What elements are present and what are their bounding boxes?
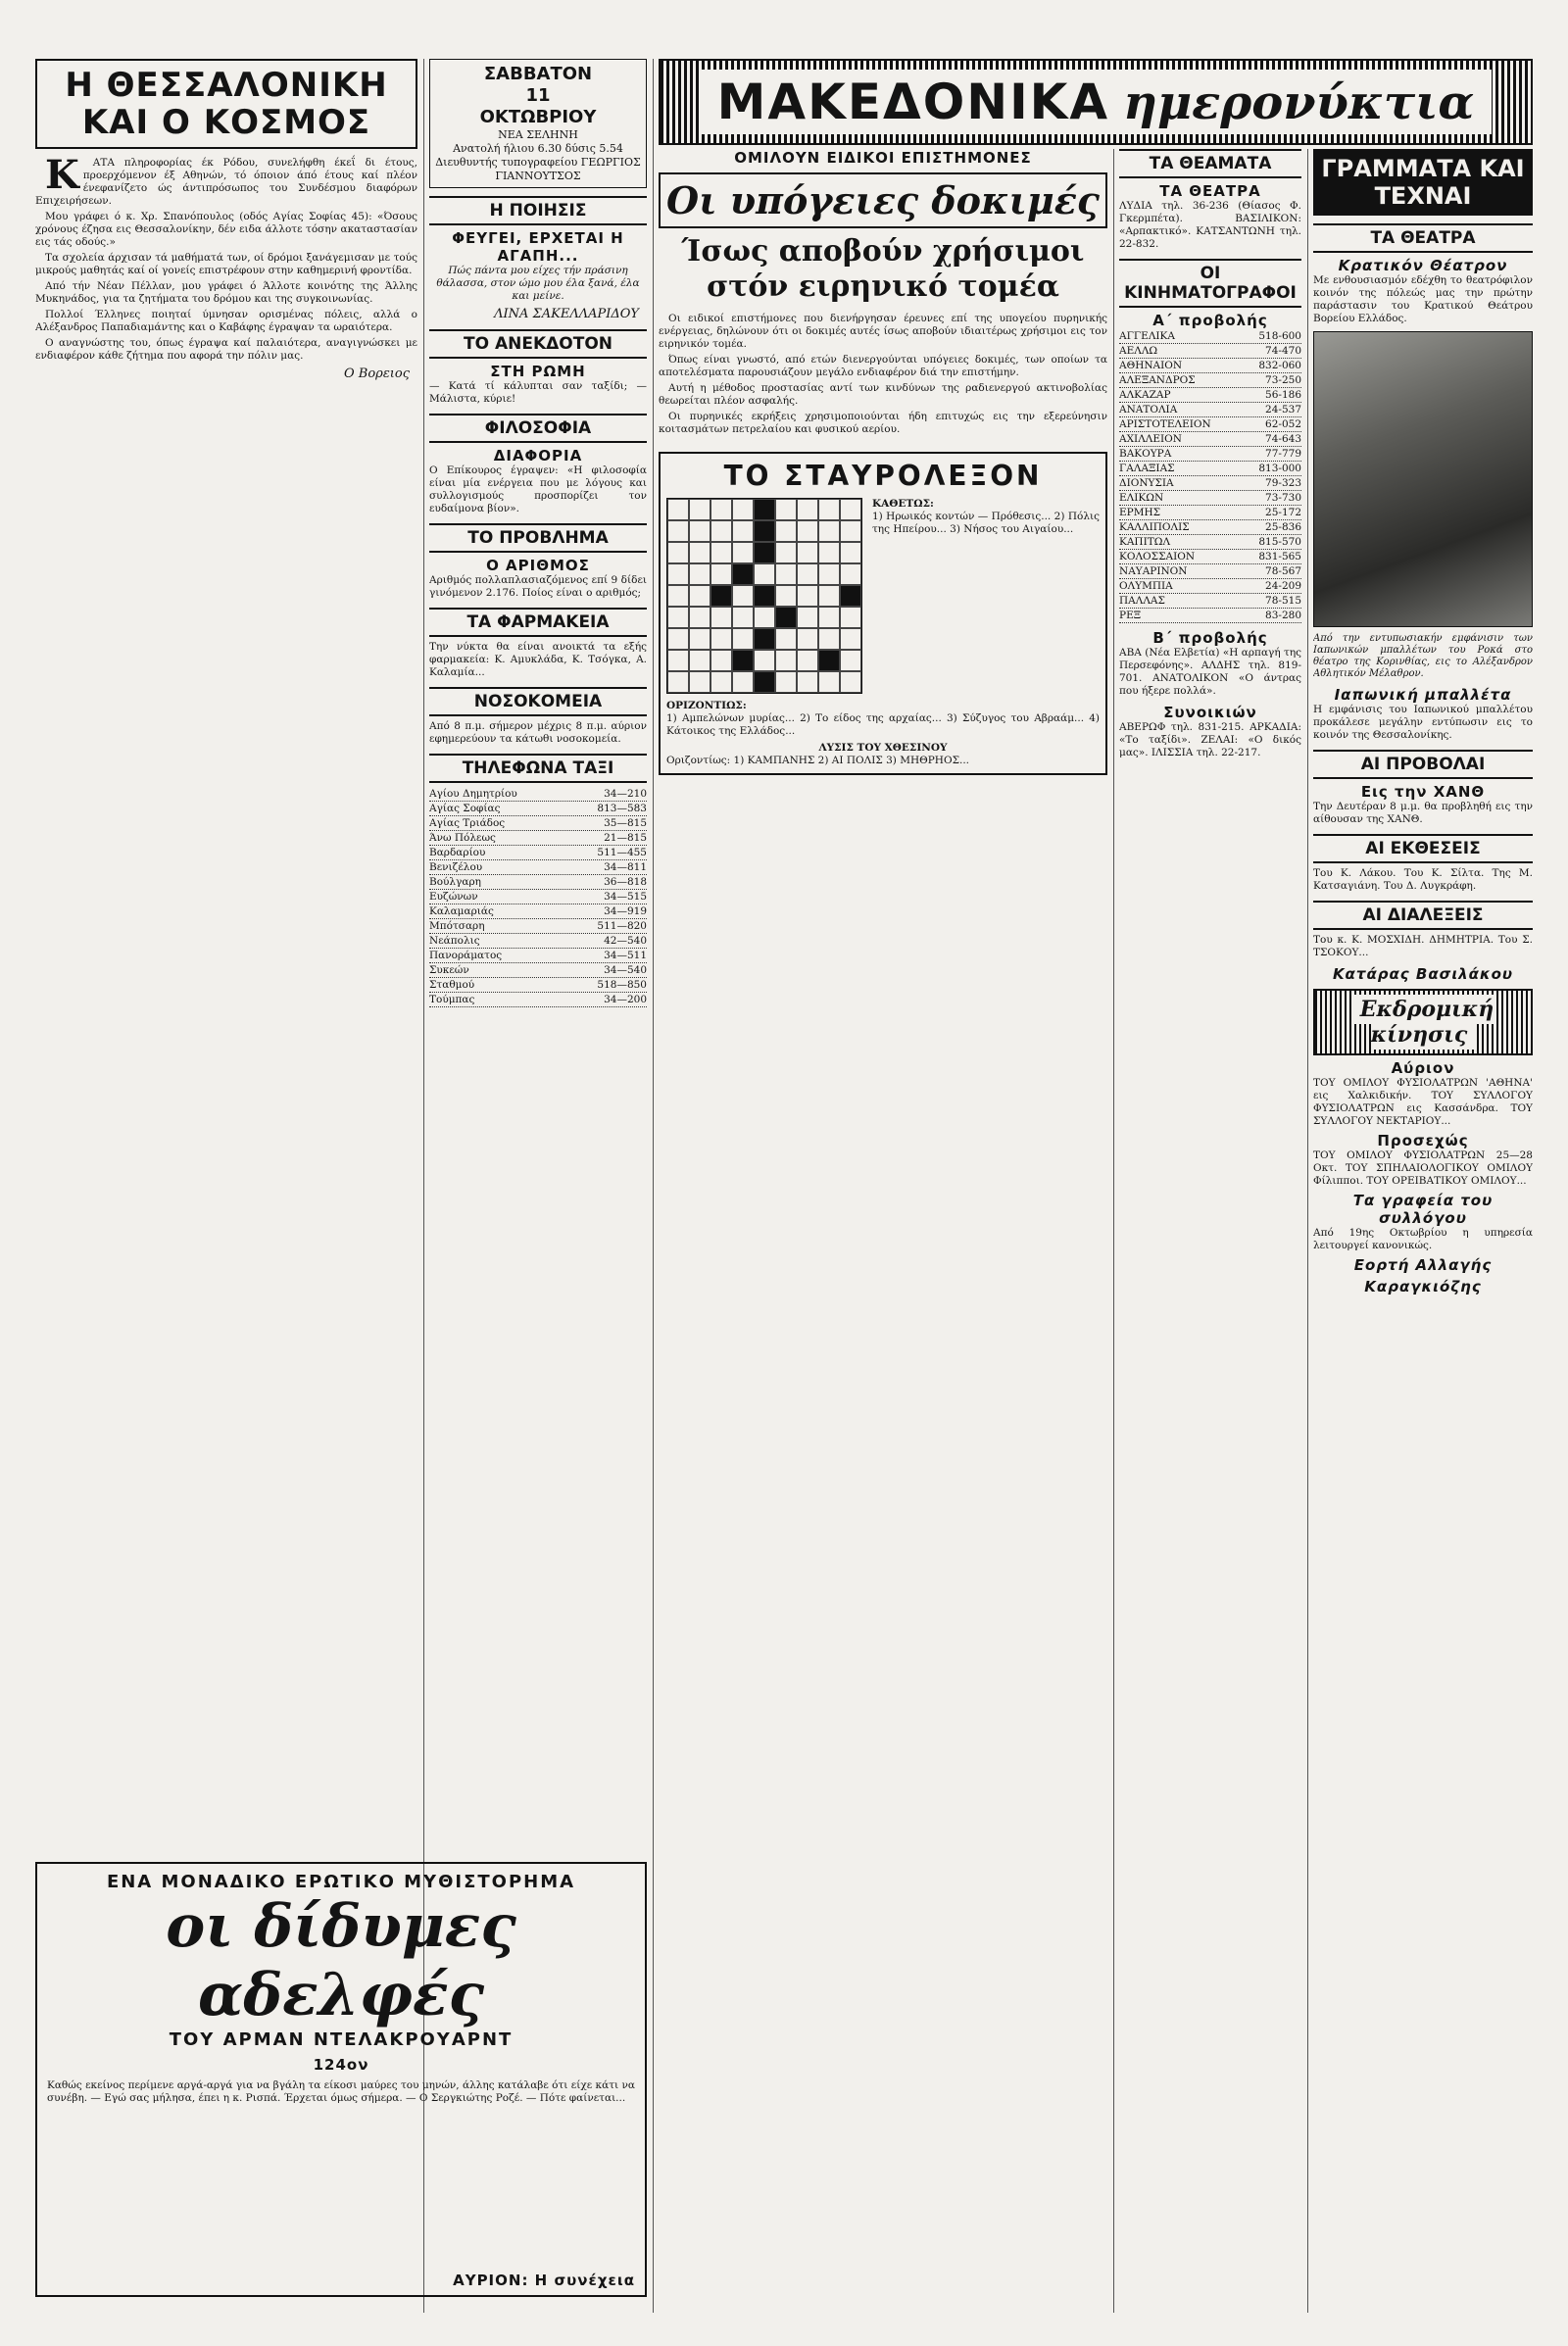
crossword-cell [818,542,840,563]
paragraph: Τα σχολεία άρχισαν τά μαθήματά των, οί δρόμοι ξανάγεμισαν με τούς μικρούς μαθητάς καί οί γονείς επιστρέφουν στην καθημερινή φροντίδα. [35,252,417,276]
cinema-phone: 25-836 [1265,521,1301,533]
crossword-cell [667,585,689,607]
crossword-cell [667,499,689,520]
taxi-area: Μπότσαρη [429,920,485,932]
cinema-row [1119,520,1301,535]
cinema-name: ΑΡΙΣΤΟΤΕΛΕΙΟΝ [1119,418,1211,430]
cinema-phone: 813-000 [1258,463,1301,474]
cinema-name: ΠΑΛΛΑΣ [1119,595,1165,607]
crossword-black-cell [754,542,775,563]
crossword-cell [840,542,861,563]
crossword-cell [710,607,732,628]
crossword-black-cell [754,520,775,542]
paragraph: ΑΤΑ πληροφορίας έκ Ρόδου, συνελήφθη έκεΐ δι έτους, προερχόμενον έξ Αθηνών, τό όποιον άπό έτους καί πλέον ένεφανίζετο ώς άντιπρόσωπος του Συνδέσμου διαφόρων Επιχειρήσεων. [35,157,417,207]
crossword-cell [689,671,710,693]
cinema-name: ΓΑΛΑΞΙΑΣ [1119,463,1175,474]
crossword-cell [689,563,710,585]
ballet-photo [1313,331,1533,627]
cinema-name: ΡΕΞ [1119,610,1142,621]
excursions-header [1313,989,1533,1055]
cinema-row [1119,447,1301,462]
theatre-sub: Κρατικόν Θέατρον [1338,257,1508,274]
column-rule [653,59,654,2313]
theatres-text: ΛΥΔΙΑ τηλ. 36-236 (Θίασος Φ. Γκερμπέτα). ΒΑΣΙΛΙΚΟΝ: «Αρπακτικό». ΚΑΤΣΑΝΤΩΝΗ τηλ. 22-832. [1119,200,1301,250]
cinema-row [1119,373,1301,388]
arts-column [1313,149,1533,2313]
crossword-black-cell [754,585,775,607]
crossword-cell [818,628,840,650]
taxi-phone: 34—515 [604,891,647,903]
cinemas-header: ΟΙ ΚΙΝΗΜΑΤΟΓΡΑΦΟΙ [1119,259,1301,308]
crossword-black-cell [754,671,775,693]
cinema-row [1119,594,1301,609]
cinema-list [1119,329,1301,623]
cinema-row [1119,432,1301,447]
cinema-row [1119,476,1301,491]
japan-text: Η εμφάνισις του Ιαπωνικού μπαλλέτου προκάλεσε μεγάλην εντύπωσιν εις το κοινόν της Θεσσαλονίκης. [1313,704,1533,741]
crossword-black-cell [754,499,775,520]
paragraph: Όπως είναι γνωστό, από ετών διενεργούνται υπόγειες δοκιμές, των οποίων τα αποτελέσματα παρουσιάζουν μεγάλο ενδιαφέρον διά την επιστήμην. [659,354,1107,378]
down-clues: 1) Ηρωικός κοντών — Πρόθεσις... 2) Πόλις της Ηπείρου... 3) Νήσος του Αιγαίου... [872,511,1100,535]
excursions-title: Εκδρομική κίνησις [1352,995,1494,1050]
taxi-area: Αγίας Τριάδος [429,817,506,829]
crossword-cell [710,542,732,563]
taxi-phone: 21—815 [604,832,647,844]
taxi-row [429,904,647,919]
crossword-cell [775,585,797,607]
crossword-cell [840,671,861,693]
taxi-list [429,787,647,1007]
crossword-cell [797,542,818,563]
crossword-cell [667,671,689,693]
crossword-cell [710,671,732,693]
taxi-row [429,949,647,963]
cinema-name: ΟΛΥΜΠΙΑ [1119,580,1173,592]
taxi-area: Νεάπολις [429,935,480,947]
column-rule [1113,149,1114,2313]
cinema-row [1119,491,1301,506]
crossword-black-cell [732,650,754,671]
crossword-cell [797,650,818,671]
taxi-phone: 42—540 [604,935,647,947]
cinema-name: ΚΑΛΛΙΠΟΛΙΣ [1119,521,1190,533]
problem-sub: Ο ΑΡΙΘΜΟΣ [486,557,590,574]
taxi-area: Πανοράματος [429,950,503,961]
cinema-row [1119,403,1301,417]
crossword-title: ΤΟ ΣΤΑΥΡΟΛΕΞΟΝ [723,460,1043,492]
cinema-name: ΑΓΓΕΛΙΚΑ [1119,330,1175,342]
taxi-area: Άνω Πόλεως [429,832,496,844]
crossword-cell [775,628,797,650]
taxi-phone: 36—818 [604,876,647,888]
down-label: ΚΑΘΕΤΩΣ: [872,498,934,510]
offices-text: Από 19ης Οκτωβρίου η υπηρεσία λειτουργεί κανονικώς. [1313,1227,1533,1251]
science-subtitle: Ίσως αποβούν χρήσιμοι στόν ειρηνικό τομέα [681,234,1085,304]
paragraph: Οι πυρηνικές εκρήξεις χρησιμοποιούνται ήδη επιτυχώς εις την εξερεύνησιν κοιτασμάτων πετρελαίου και φυσικού αερίου. [659,411,1107,435]
cinema-name: ΚΑΠΙΤΩΛ [1119,536,1171,548]
drop-cap: Κ [45,152,79,198]
continuation-note: ΑΥΡΙΟΝ: Η συνέχεια [453,2272,635,2289]
theatres-sub: ΤΑ ΘΕΑΤΡΑ [1159,182,1261,200]
cinema-phone: 73-250 [1265,374,1301,386]
second-run-text: ΑΒΑ (Νέα Ελβετία) «Η αρπαγή της Περσεφόνης». ΑΛΔΗΣ τηλ. 819-701. ΑΝΑΤΟΛΙΚΟΝ «Ο άντρας που ήξερε πολλά». [1119,647,1301,697]
taxi-row [429,846,647,860]
cinema-name: ΑΝΑΤΟΛΙΑ [1119,404,1178,415]
cinema-name: ΚΟΛΟΣΣΑΙΟΝ [1119,551,1196,562]
crossword-cell [732,628,754,650]
cinema-row [1119,579,1301,594]
taxi-phone: 518—850 [597,979,647,991]
taxi-header: ΤΗΛΕΦΩΝΑ ΤΑΞΙ [429,754,647,783]
section-title: Η ΘΕΣΣΑΛΟΝΙΚΗ ΚΑΙ Ο ΚΟΣΜΟΣ [65,66,388,142]
science-body [659,313,1107,436]
taxi-phone: 511—820 [597,920,647,932]
poetry-header: Η ΠΟΙΗΣΙΣ [429,196,647,225]
poem-text: Πώς πάντα μου είχες τήν πράσινη θάλασσα, στον ώμο μου έλα ξανά, έλα και μείνε. [436,265,640,302]
crossword-cell [797,520,818,542]
cinema-phone: 73-730 [1265,492,1301,504]
taxi-row [429,993,647,1007]
lectures-text: Του κ. Κ. ΜΟΣΧΙΔΗ. ΔΗΜΗΤΡΙΑ. Του Σ. ΤΣΟΚΟΥ... [1313,934,1533,958]
crossword-cell [689,650,710,671]
column-rule [1307,149,1308,2313]
solution-title: ΛΥΣΙΣ ΤΟΥ ΧΘΕΣΙΝΟΥ [818,742,948,754]
taxi-row [429,963,647,978]
taxi-area: Συκεών [429,964,469,976]
arts-header: ΓΡΑΜΜΑΤΑ ΚΑΙ ΤΕΧΝΑΙ [1313,149,1533,216]
sun-times: Ανατολή ήλιου 6.30 δύσις 5.54 [453,142,623,155]
pharmacy-header: ΤΑ ΦΑΡΜΑΚΕΙΑ [429,608,647,637]
cinema-phone: 78-515 [1265,595,1301,607]
crossword-cell [797,499,818,520]
cinema-name: ΝΑΥΑΡΙΝΟΝ [1119,565,1188,577]
poem-author: ΛΙΝΑ ΣΑΚΕΛΛΑΡΙΔΟΥ [494,307,639,321]
problem-header: ΤΟ ΠΡΟΒΛΗΜΑ [429,523,647,553]
crossword-cell [732,499,754,520]
science-title: Οι υπόγειες δοκιμές [659,172,1107,228]
crossword-cell [667,607,689,628]
cinema-phone: 831-565 [1258,551,1301,562]
cinema-name: ΔΙΟΝΥΣΙΑ [1119,477,1174,489]
cinema-name: ΑΘΗΝΑΙΟΝ [1119,360,1183,371]
philosophy-text: Ο Επίκουρος έγραψεν: «Η φιλοσοφία είναι μία ενέργεια που με λόγους και συλλογισμούς προσπορίζει τον ευδαίμονα βίον». [429,464,647,514]
crossword-cell [797,585,818,607]
taxi-row [429,860,647,875]
crossword-cell [818,520,840,542]
taxi-area: Βούλγαρη [429,876,481,888]
cinema-phone: 518-600 [1258,330,1301,342]
arts-theatres-header: ΤΑ ΘΕΑΤΡΑ [1313,223,1533,253]
solution-text: Οριζοντίως: 1) ΚΑΜΠΑΝΗΣ 2) ΑΙ ΠΟΛΙΣ 3) ΜΗΘΡΗΟΣ... [666,755,970,766]
crossword-cell [775,499,797,520]
paragraph: Αυτή η μέθοδος προστασίας αντί των κινδύνων της ραδιενεργού ακτινοβολίας θεωρείται πλέον ασφαλής. [659,382,1107,407]
taxi-phone: 34—919 [604,905,647,917]
karagiozis-sub: Καραγκιόζης [1364,1278,1482,1295]
across-label: ΟΡΙΖΟΝΤΙΩΣ: [666,700,747,711]
moon-phase: ΝΕΑ ΣΕΛΗΝΗ [498,128,578,141]
crossword-cell [775,542,797,563]
anecdote-text: — Κατά τί κάλυπται σαν ταξίδι; — Μάλιστα, κύριε! [429,380,647,405]
photo-caption: Από την εντυπωσιακήν εμφάνισιν των Ιαπωνικών μπαλλέτων του Ροκά στο θέατρο της Κορινθίας, εις το Αλέξανδρον Αθλητικόν Μέλαθρον. [1313,633,1533,679]
crossword-cell [775,563,797,585]
screenings-text: Την Δευτέραν 8 μ.μ. θα προβληθή εις την αίθουσαν της ΧΑΝΘ. [1313,801,1533,825]
paragraph: Πολλοί Έλληνες ποιηταί ύμνησαν ορισμένας πόλεις, αλλά ο Αλέξανδρος Παπαδιαμάντης και ο Καβάφης έγραψαν τα ωραιότερα. [35,309,417,333]
cinema-phone: 832-060 [1258,360,1301,371]
hospitals-text: Από 8 π.μ. σήμερον μέχρις 8 π.μ. αύριον εφημερεύουν τα κάτωθι νοσοκομεία. [429,720,647,745]
crossword-cell [818,499,840,520]
cinema-row [1119,388,1301,403]
cinema-row [1119,329,1301,344]
crossword-grid [666,498,862,694]
cinema-row [1119,344,1301,359]
cinema-row [1119,609,1301,623]
taxi-area: Σταθμού [429,979,475,991]
crossword-cell [689,520,710,542]
crossword-cell [754,650,775,671]
taxi-row [429,802,647,816]
shows-column [1119,149,1301,2313]
masthead-right: ημερονύκτια [1123,75,1475,130]
excursions-sub: Αύριον [1391,1059,1455,1077]
crossword-cell [667,650,689,671]
taxi-phone: 35—815 [604,817,647,829]
crossword-cell [732,520,754,542]
crossword-cell [775,520,797,542]
taxi-area: Βαρδαρίου [429,847,486,858]
crossword-cell [732,585,754,607]
crossword-cell [840,563,861,585]
cinema-name: ΑΛΚΑΖΑΡ [1119,389,1171,401]
novel-text: Καθώς εκείνος περίμενε αργά-αργά για να βγάλη τα είκοσι μαύρες του μηνών, άλλης κατάλαβε ότι είχε κάτι να συνέβη. — Εγώ σας μήλησα, έπει η κ. Ρισπά. Έρχεται όμως σήμερα. — Ο Σεργκιώτης Ροζέ. — Πότε φαίνεται... [47,2079,635,2104]
screenings-sub: Εις την ΧΑΝΘ [1360,783,1486,801]
cinema-name: ΒΑΚΟΥΡΑ [1119,448,1172,460]
first-run-sub: Α΄ προβολής [1152,312,1268,329]
crossword-cell [689,542,710,563]
date-month: ΟΚΤΩΒΡΙΟΥ [479,107,597,127]
crossword-cell [840,607,861,628]
taxi-phone: 34—210 [604,788,647,800]
taxi-row [429,787,647,802]
cinema-name: ΕΡΜΗΣ [1119,507,1161,518]
cinema-row [1119,564,1301,579]
cinema-phone: 78-567 [1265,565,1301,577]
crossword [659,452,1107,775]
suburbs-text: ΑΒΕΡΩΦ τηλ. 831-215. ΑΡΚΑΔΙΑ: «Το ταξίδι». ΖΕΛΑΙ: «Ο δικός μας». ΙΛΙΣΣΙΑ τηλ. 22-217. [1119,721,1301,758]
crossword-black-cell [754,628,775,650]
cinema-row [1119,506,1301,520]
crossword-cell [667,563,689,585]
cinema-name: ΑΛΕΞΑΝΔΡΟΣ [1119,374,1196,386]
anecdote-sub: ΣΤΗ ΡΩΜΗ [490,363,586,380]
date-number: 11 [525,85,551,106]
crossword-cell [710,650,732,671]
crossword-black-cell [775,607,797,628]
crossword-cell [840,650,861,671]
taxi-row [429,875,647,890]
cinema-name: ΑΕΛΛΩ [1119,345,1158,357]
across-clues: 1) Αμπελώνων μυρίας... 2) Το είδος της αρχαίας... 3) Σύζυγος του Αβραάμ... 4) Κάτοικος της Ελλάδος... [666,712,1100,737]
taxi-row [429,978,647,993]
problem-text: Αριθμός πολλαπλασιαζόμενος επί 9 δίδει γινόμενον 2.176. Ποίος είναι ο αριθμός; [429,574,647,599]
ad-line1: ΕΝΑ ΜΟΝΑΔΙΚΟ ΕΡΩΤΙΚΟ ΜΥΘΙΣΤΟΡΗΜΑ [106,1872,576,1892]
date-box [429,59,647,188]
cinema-phone: 74-470 [1265,345,1301,357]
taxi-row [429,919,647,934]
taxi-row [429,934,647,949]
science-kicker: ΟΜΙΛΟΥΝ ΕΙΔΙΚΟΙ ΕΠΙΣΤΗΜΟΝΕΣ [734,149,1032,167]
cinema-phone: 815-570 [1258,536,1301,548]
crossword-cell [818,671,840,693]
theatre-text: Με ενθουσιασμόν εδέχθη το θεατρόφιλον κοινόν της πόλεώς μας την πρώτην παράστασιν του Κρατικού Θεάτρου Βορείου Ελλάδος. [1313,274,1533,324]
crossword-cell [710,520,732,542]
crossword-cell [797,671,818,693]
right-block [659,59,1533,2313]
crossword-black-cell [818,650,840,671]
crossword-black-cell [732,563,754,585]
science-column [659,149,1107,2313]
japan-sub: Ιαπωνική μπαλλέτα [1334,686,1512,704]
cinema-name: ΕΛΙΚΩΝ [1119,492,1164,504]
cinema-phone: 56-186 [1265,389,1301,401]
philosophy-sub: ΔΙΑΦΟΡΙΑ [493,447,583,464]
second-run-sub: Β΄ προβολής [1152,629,1268,647]
lectures-header: ΑΙ ΔΙΑΛΕΞΕΙΣ [1313,901,1533,930]
novel-ad [35,1862,647,2297]
cinema-row [1119,550,1301,564]
crossword-cell [689,607,710,628]
philosophy-header: ΦΙΛΟΣΟΦΙΑ [429,414,647,443]
taxi-area: Αγίας Σοφίας [429,803,501,814]
taxi-area: Βενιζέλου [429,861,483,873]
crossword-cell [732,607,754,628]
taxi-phone: 34—811 [604,861,647,873]
offices-sub: Τα γραφεία του συλλόγου [1352,1192,1494,1227]
crossword-cell [797,628,818,650]
crossword-cell [667,520,689,542]
upcoming-text: ΤΟΥ ΟΜΙΛΟΥ ΦΥΣΙΟΛΑΤΡΩΝ 25—28 Οκτ. ΤΟΥ ΣΠΗΛΑΙΟΛΟΓΙΚΟΥ ΟΜΙΛΟΥ Φίλιπποι. ΤΟΥ ΟΡΕΙΒΑΤΙΚΟΥ ΟΜΙΛΟΥ... [1313,1149,1533,1187]
crossword-cell [754,607,775,628]
cinema-row [1119,417,1301,432]
crossword-black-cell [710,585,732,607]
taxi-phone: 34—511 [604,950,647,961]
taxi-row [429,890,647,904]
cinema-phone: 62-052 [1265,418,1301,430]
anecdote-header: ΤΟ ΑΝΕΚΔΟΤΟΝ [429,329,647,359]
signature: Ο Βορειος [344,367,410,381]
cinema-name: ΑΧΙΛΛΕΙΟΝ [1119,433,1182,445]
crossword-cell [818,585,840,607]
cinema-row [1119,535,1301,550]
taxi-area: Καλαμαριάς [429,905,494,917]
crossword-cell [710,499,732,520]
crossword-cell [710,563,732,585]
crossword-black-cell [840,585,861,607]
suburbs-sub: Συνοικιών [1163,704,1257,721]
date-day: ΣΑΒΒΑΤΟΝ [483,64,593,84]
crossword-cell [840,520,861,542]
taxi-phone: 813—583 [597,803,647,814]
crossword-cell [667,542,689,563]
celebration-sub: Εορτή Αλλαγής [1353,1256,1493,1274]
taxi-area: Τούμπας [429,994,475,1005]
crossword-cell [689,499,710,520]
shows-header: ΤΑ ΘΕΑΜΑΤΑ [1119,149,1301,178]
article-body [35,152,417,363]
crossword-cell [840,499,861,520]
taxi-row [429,831,647,846]
cinema-phone: 74-643 [1265,433,1301,445]
taxi-area: Αγίου Δημητρίου [429,788,517,800]
paragraph: Μου γράφει ό κ. Χρ. Σπανόπουλος (οδός Αγίας Σοφίας 45): «Όσους χρόνους έζησα εις Θεσσαλονίκην, δέν ειδα άλλοτε τόσην ακαταστασίαν εις τάς οδούς.» [35,211,417,248]
director: Διευθυντής τυπογραφείου ΓΕΩΡΓΙΟΣ ΓΙΑΝΝΟΥΤΣΟΣ [435,156,641,182]
exhibits-text: Του Κ. Λάκου. Του Κ. Σίλτα. Της Μ. Κατσαγιάνη. Του Δ. Λυγκράφη. [1313,867,1533,892]
crossword-cell [710,628,732,650]
taxi-row [429,816,647,831]
taxi-phone: 34—540 [604,964,647,976]
paragraph: Ο αναγνώστης του, όπως έγραψα καί παλαιότερα, αναγιγνώσκει με ενδιαφέρον κάθε ζήτημα που αφορά την πόλιν μας. [35,337,417,362]
masthead-left: ΜΑΚΕΔΟΝΙΚΑ [716,73,1110,130]
crossword-cell [754,563,775,585]
crossword-cell [840,628,861,650]
chapter-number: 124ον [313,2056,369,2074]
crossword-cell [818,563,840,585]
cinema-phone: 24-537 [1265,404,1301,415]
cinema-phone: 79-323 [1265,477,1301,489]
taxi-phone: 34—200 [604,994,647,1005]
masthead [659,59,1533,145]
cinema-row [1119,359,1301,373]
screenings-header: ΑΙ ΠΡΟΒΟΛΑΙ [1313,750,1533,779]
taxi-area: Ευζώνων [429,891,478,903]
cinema-phone: 25-172 [1265,507,1301,518]
taxi-phone: 511—455 [597,847,647,858]
crossword-cell [775,650,797,671]
crossword-cell [775,671,797,693]
crossword-cell [797,607,818,628]
hospitals-header: ΝΟΣΟΚΟΜΕΙΑ [429,687,647,716]
section-header-thessaloniki [35,59,417,149]
upcoming-sub: Προσεχώς [1377,1132,1469,1149]
exhibits-header: ΑΙ ΕΚΘΕΣΕΙΣ [1313,834,1533,863]
paragraph: Από τήν Νέαν Πέλλαν, μου γράφει ό Άλλοτε κοινότης της Άλλης Μυκηνάδος, για τα ζητήματα του δρόμου και της συγκοινωνίας. [35,280,417,305]
cinema-phone: 77-779 [1265,448,1301,460]
notice-sub: Κατάρας Βασιλάκου [1332,965,1514,983]
crossword-cell [732,542,754,563]
crossword-cell [818,607,840,628]
pharmacy-text: Την νύκτα θα είναι ανοικτά τα εξής φαρμακεία: Κ. Αμυκλάδα, Κ. Τσόγκα, Α. Καλαμία... [429,641,647,678]
cinema-phone: 83-280 [1265,610,1301,621]
crossword-cell [667,628,689,650]
crossword-cell [689,585,710,607]
excursions-text: ΤΟΥ ΟΜΙΛΟΥ ΦΥΣΙΟΛΑΤΡΩΝ 'ΑΘΗΝΑ' εις Χαλκιδικήν. ΤΟΥ ΣΥΛΛΟΓΟΥ ΦΥΣΙΟΛΑΤΡΩΝ εις Κασσάνδρα. ΤΟΥ ΣΥΛΛΟΓΟΥ ΝΕΚΤΑΡΙΟΥ... [1313,1077,1533,1127]
cinema-row [1119,462,1301,476]
crossword-cell [689,628,710,650]
paragraph: Οι ειδικοί επιστήμονες που διενήργησαν έρευνες επί της υπογείου πυρηνικής ενέργειας, δηλώνουν ότι οι δοκιμές αυτές ίσως αποβούν ιδιαιτέρως χρήσιμοι εις τον ειρηνικόν τομέα. [659,313,1107,350]
ad-author: ΤΟΥ ΑΡΜΑΝ ΝΤΕΛΑΚΡΟΥΑΡΝΤ [169,2029,514,2050]
crossword-cell [797,563,818,585]
ad-title: οι δίδυμες αδελφές [166,1892,516,2029]
cinema-phone: 24-209 [1265,580,1301,592]
poem-title: ΦΕΥΓΕΙ, ΕΡΧΕΤΑΙ Η ΑΓΑΠΗ... [452,229,624,265]
crossword-cell [732,671,754,693]
